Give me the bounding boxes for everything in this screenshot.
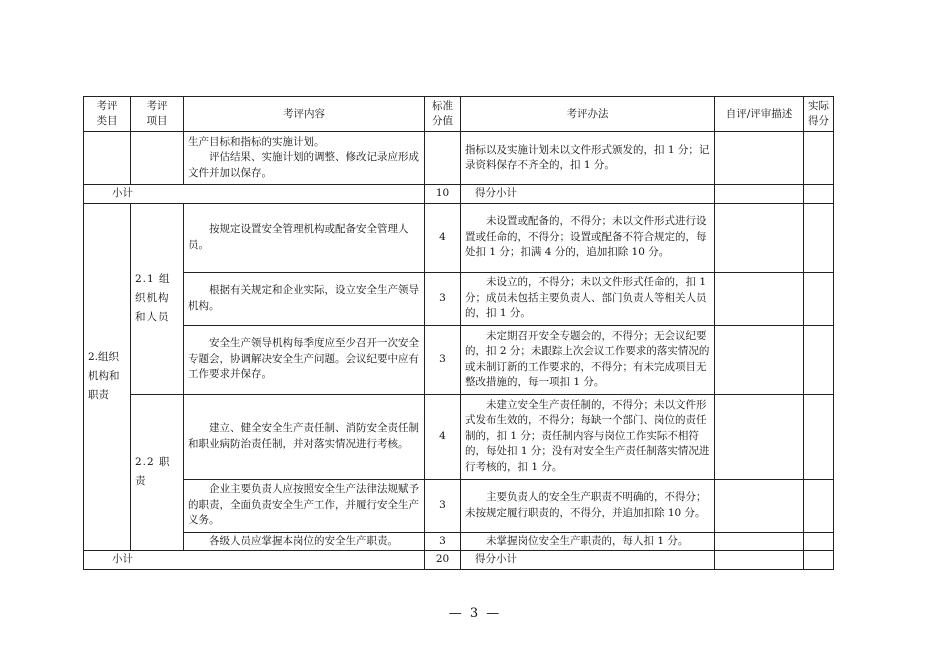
table-row xyxy=(84,203,834,272)
subtotal-method-text: 得分小计 xyxy=(475,553,517,565)
score-cell: 3 xyxy=(425,272,461,325)
header-row xyxy=(84,97,834,132)
category-cell xyxy=(84,132,131,185)
header-self-eval: 自评/评审描述 xyxy=(715,97,804,132)
content-cell xyxy=(184,132,425,185)
score-cell: 4 xyxy=(425,203,461,272)
actual-score-cell[interactable] xyxy=(804,394,834,479)
item-org-personnel: 2.1 组织机构和人员 xyxy=(131,203,184,394)
self-eval-cell[interactable] xyxy=(715,203,804,272)
subtotal-label-text: 小计 xyxy=(112,187,133,199)
actual-score-cell[interactable] xyxy=(804,203,834,272)
score-cell xyxy=(425,132,461,185)
content-cell: 安全生产领导机构每季度应至少召开一次安全专题会，协调解决安全生产问题。会议纪要中应有工作要求并保存。 xyxy=(184,325,425,394)
subtotal-method-text: 得分小计 xyxy=(475,187,517,199)
header-actual-score: 实际 得分 xyxy=(804,97,834,132)
subtotal-label xyxy=(84,551,425,570)
subtotal-score: 20 xyxy=(425,551,461,570)
self-eval-cell[interactable] xyxy=(715,532,804,551)
item-responsibilities: 2.2 职责 xyxy=(131,394,184,551)
header-score: 标准 分值 xyxy=(425,97,461,132)
actual-score-cell[interactable] xyxy=(804,132,834,185)
method-cell: 未设置或配备的，不得分；未以文件形式进行设置或任命的，不得分；设置或配备不符合规定的，每处扣 1 分；扣满 4 分的，追加扣除 10 分。 xyxy=(461,203,715,272)
self-eval-cell[interactable] xyxy=(715,479,804,532)
score-cell: 3 xyxy=(425,325,461,394)
content-cell: 根据有关规定和企业实际，设立安全生产领导机构。 xyxy=(184,272,425,325)
method-cell: 未定期召开安全专题会的，不得分；无会议纪要的，扣 2 分；未跟踪上次会议工作要求的落实情况的或未制订新的工作要求的，不得分；有未完成项目无整改措施的，每一项扣 1 分。 xyxy=(461,325,715,394)
table-row xyxy=(84,272,834,325)
method-cell: 未建立安全生产责任制的，不得分；未以文件形式发布生效的，不得分；每缺一个部门、岗位的责任制的，扣 1 分；责任制内容与岗位工作实际不相符的，每处扣 1 分；没有对安全生产责任制落实情况进行考核的，扣 1 分。 xyxy=(461,394,715,479)
self-eval-cell[interactable] xyxy=(715,551,804,570)
self-eval-cell[interactable] xyxy=(715,325,804,394)
header-content: 考评内容 xyxy=(184,97,425,132)
self-eval-cell[interactable] xyxy=(715,394,804,479)
table-row xyxy=(84,325,834,394)
actual-score-cell[interactable] xyxy=(804,532,834,551)
actual-score-cell[interactable] xyxy=(804,185,834,204)
item-cell xyxy=(131,132,184,185)
table-row xyxy=(84,394,834,479)
table-row xyxy=(84,479,834,532)
actual-score-cell[interactable] xyxy=(804,479,834,532)
subtotal-score: 10 xyxy=(425,185,461,204)
subtotal-label xyxy=(84,185,425,204)
content-cell: 建立、健全安全生产责任制、消防安全责任制和职业病防治责任制，并对落实情况进行考核。 xyxy=(184,394,425,479)
actual-score-cell[interactable] xyxy=(804,551,834,570)
table-row-continued xyxy=(84,132,834,185)
evaluation-table xyxy=(83,96,834,570)
content-line: 评估结果、实施计划的调整、修改记录应形成文件并加以保存。 xyxy=(188,151,419,179)
method-cell: 指标以及实施计划未以文件形式颁发的，扣 1 分；记录资料保存不齐全的，扣 1 分。 xyxy=(461,132,715,185)
subtotal-row xyxy=(84,551,834,570)
subtotal-row xyxy=(84,185,834,204)
content-cell: 企业主要负责人应按照安全生产法律法规赋予的职责，全面负责安全生产工作，并履行安全生产义务。 xyxy=(184,479,425,532)
subtotal-method xyxy=(461,185,715,204)
content-cell: 各级人员应掌握本岗位的安全生产职责。 xyxy=(184,532,425,551)
self-eval-cell[interactable] xyxy=(715,132,804,185)
self-eval-cell[interactable] xyxy=(715,272,804,325)
score-cell: 3 xyxy=(425,532,461,551)
actual-score-cell[interactable] xyxy=(804,325,834,394)
header-category: 考评 类目 xyxy=(84,97,131,132)
self-eval-cell[interactable] xyxy=(715,185,804,204)
method-cell: 主要负责人的安全生产职责不明确的，不得分；未按规定履行职责的，不得分，并追加扣除 10 分。 xyxy=(461,479,715,532)
actual-score-cell[interactable] xyxy=(804,272,834,325)
header-method: 考评办法 xyxy=(461,97,715,132)
subtotal-label-text: 小计 xyxy=(112,553,133,565)
method-cell: 未掌握岗位安全生产职责的，每人扣 1 分。 xyxy=(461,532,715,551)
subtotal-method xyxy=(461,551,715,570)
content-line: 生产目标和指标的实施计划。 xyxy=(188,135,325,148)
page-number: — 3 — xyxy=(448,606,502,621)
header-item: 考评 项目 xyxy=(131,97,184,132)
score-cell: 3 xyxy=(425,479,461,532)
category-org-structure: 2.组织机构和职责 xyxy=(84,203,131,551)
content-cell: 按规定设置安全管理机构或配备安全管理人员。 xyxy=(184,203,425,272)
method-cell: 未设立的，不得分；未以文件形式任命的，扣 1 分；成员未包括主要负责人、部门负责人等相关人员的，扣 1 分。 xyxy=(461,272,715,325)
score-cell: 4 xyxy=(425,394,461,479)
table-row xyxy=(84,532,834,551)
